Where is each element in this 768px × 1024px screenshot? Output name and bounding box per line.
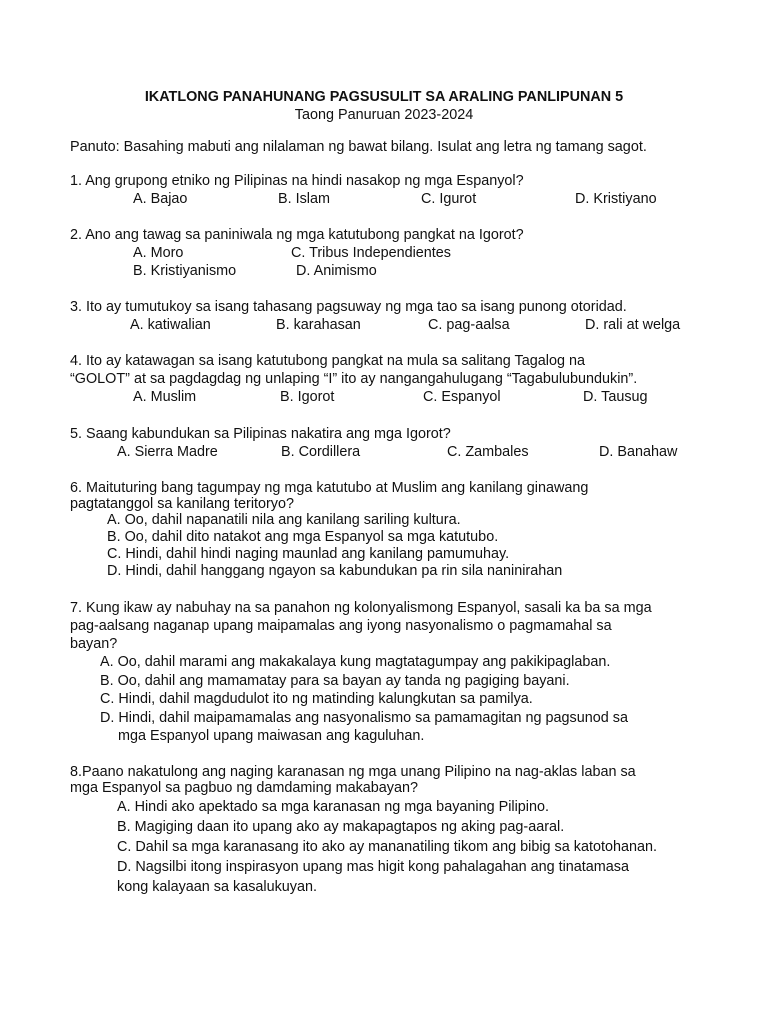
question-4 xyxy=(70,352,730,406)
question-2 xyxy=(70,226,730,280)
question-5-option-c: C. Zambales xyxy=(447,444,529,460)
question-8-option-a: A. Hindi ako apektado sa mga karanasan ng mga bayaning Pilipino. xyxy=(117,799,549,815)
question-6-option-a: A. Oo, dahil napanatili nila ang kanilang sariling kultura. xyxy=(107,512,461,528)
question-2-option-d: D. Animismo xyxy=(296,263,377,279)
question-8-stem-line-2: mga Espanyol sa pagbuo ng damdaming makabayan? xyxy=(70,780,419,796)
question-8-option-d-continuation: kong kalayaan sa kasalukuyan. xyxy=(117,879,318,895)
question-2-option-c: C. Tribus Independientes xyxy=(291,245,451,261)
question-5-option-d: D. Banahaw xyxy=(599,444,678,460)
question-4-stem-line-1: 4. Ito ay katawagan sa isang katutubong pangkat na mula sa salitang Tagalog na xyxy=(70,353,585,369)
question-8-options xyxy=(70,797,730,897)
question-3-stem: 3. Ito ay tumutukoy sa isang tahasang pagsuway ng mga tao sa isang punong otoridad. xyxy=(70,299,627,315)
question-7-option-d: D. Hindi, dahil maipamamalas ang nasyonalismo sa pamamagitan ng pagsunod sa xyxy=(100,709,628,726)
question-6 xyxy=(70,479,730,580)
school-year: Taong Panuruan 2023-2024 xyxy=(294,107,474,123)
question-4-option-c: C. Espanyol xyxy=(423,389,501,405)
question-2-option-a: A. Moro xyxy=(133,245,184,261)
question-4-stem-line-2: “GOLOT” at sa pagdagdag ng unlaping “I” ito ay nangangahulugang “Tagabulubundukin”. xyxy=(70,371,638,387)
instructions: Panuto: Basahing mabuti ang nilalaman ng bawat bilang. Isulat ang letra ng tamang sagot. xyxy=(70,139,647,155)
question-1-option-a: A. Bajao xyxy=(133,191,188,207)
question-6-stem-line-2: pagtatanggol sa kanilang teritoryo? xyxy=(70,496,295,512)
question-7 xyxy=(70,599,730,746)
question-8-option-b: B. Magiging daan ito upang ako ay makapagtapos ng aking pag-aaral. xyxy=(117,819,565,835)
question-7-option-b: B. Oo, dahil ang mamamatay para sa bayan ay tanda ng pagiging bayani. xyxy=(100,672,570,689)
question-3-option-b: B. karahasan xyxy=(276,317,361,333)
question-1-option-d: D. Kristiyano xyxy=(575,191,657,207)
question-7-options xyxy=(70,653,730,746)
question-7-option-d-continuation: mga Espanyol upang maiwasan ang kaguluhan. xyxy=(118,728,425,744)
question-7-option-c: C. Hindi, dahil magdudulot ito ng matinding kalungkutan sa pamilya. xyxy=(100,691,533,707)
question-8 xyxy=(70,763,730,897)
question-4-option-b: B. Igorot xyxy=(280,389,335,405)
question-6-option-b: B. Oo, dahil dito natakot ang mga Espanyol sa mga katutubo. xyxy=(107,529,499,545)
question-5-option-a: A. Sierra Madre xyxy=(117,444,218,460)
question-8-option-d: D. Nagsilbi itong inspirasyon upang mas higit kong pahalagahan ang tinatamasa xyxy=(117,859,629,875)
question-8-stem-line-1: 8.Paano nakatulong ang naging karanasan ng mga unang Pilipino na nag-aklas laban sa xyxy=(70,764,636,780)
question-6-stem-line-1: 6. Maituturing bang tagumpay ng mga katutubo at Muslim ang kanilang ginawang xyxy=(70,480,589,496)
question-1 xyxy=(70,172,730,208)
question-2-stem: 2. Ano ang tawag sa paniniwala ng mga katutubong pangkat na Igorot? xyxy=(70,227,524,243)
question-3-option-d: D. rali at welga xyxy=(585,317,681,333)
question-3-option-c: C. pag-aalsa xyxy=(428,317,510,333)
question-8-option-c: C. Dahil sa mga karanasang ito ako ay mananatiling tikom ang bibig sa katotohanan. xyxy=(117,839,657,855)
question-7-option-a: A. Oo, dahil marami ang makakalaya kung magtatagumpay ang pakikipaglaban. xyxy=(100,654,611,670)
question-6-option-c: C. Hindi, dahil hindi naging maunlad ang kanilang pamumuhay. xyxy=(107,546,510,562)
question-4-option-a: A. Muslim xyxy=(133,389,197,405)
question-2-option-b: B. Kristiyanismo xyxy=(133,263,237,279)
question-7-stem-line-3: bayan? xyxy=(70,636,118,652)
question-5-option-b: B. Cordillera xyxy=(281,444,361,460)
question-4-option-d: D. Tausug xyxy=(583,389,648,405)
question-3-option-a: A. katiwalian xyxy=(130,317,211,333)
question-7-stem-line-1: 7. Kung ikaw ay nabuhay na sa panahon ng kolonyalismong Espanyol, sasali ka ba sa mga xyxy=(70,600,652,616)
question-7-stem-line-2: pag-aalsang naganap upang maipamalas ang iyong nasyonalismo o pagmamahal sa xyxy=(70,618,612,634)
question-3 xyxy=(70,298,730,334)
question-1-stem: 1. Ang grupong etniko ng Pilipinas na hindi nasakop ng mga Espanyol? xyxy=(70,173,524,189)
question-5 xyxy=(70,425,730,461)
question-1-option-b: B. Islam xyxy=(278,191,330,207)
question-5-stem: 5. Saang kabundukan sa Pilipinas nakatira ang mga Igorot? xyxy=(70,426,451,442)
question-6-option-d: D. Hindi, dahil hanggang ngayon sa kabundukan pa rin sila naninirahan xyxy=(107,563,563,579)
question-6-options xyxy=(70,512,730,580)
question-1-option-c: C. Igurot xyxy=(421,191,477,207)
exam-title: IKATLONG PANAHUNANG PAGSUSULIT SA ARALING PANLIPUNAN 5 xyxy=(144,89,624,105)
